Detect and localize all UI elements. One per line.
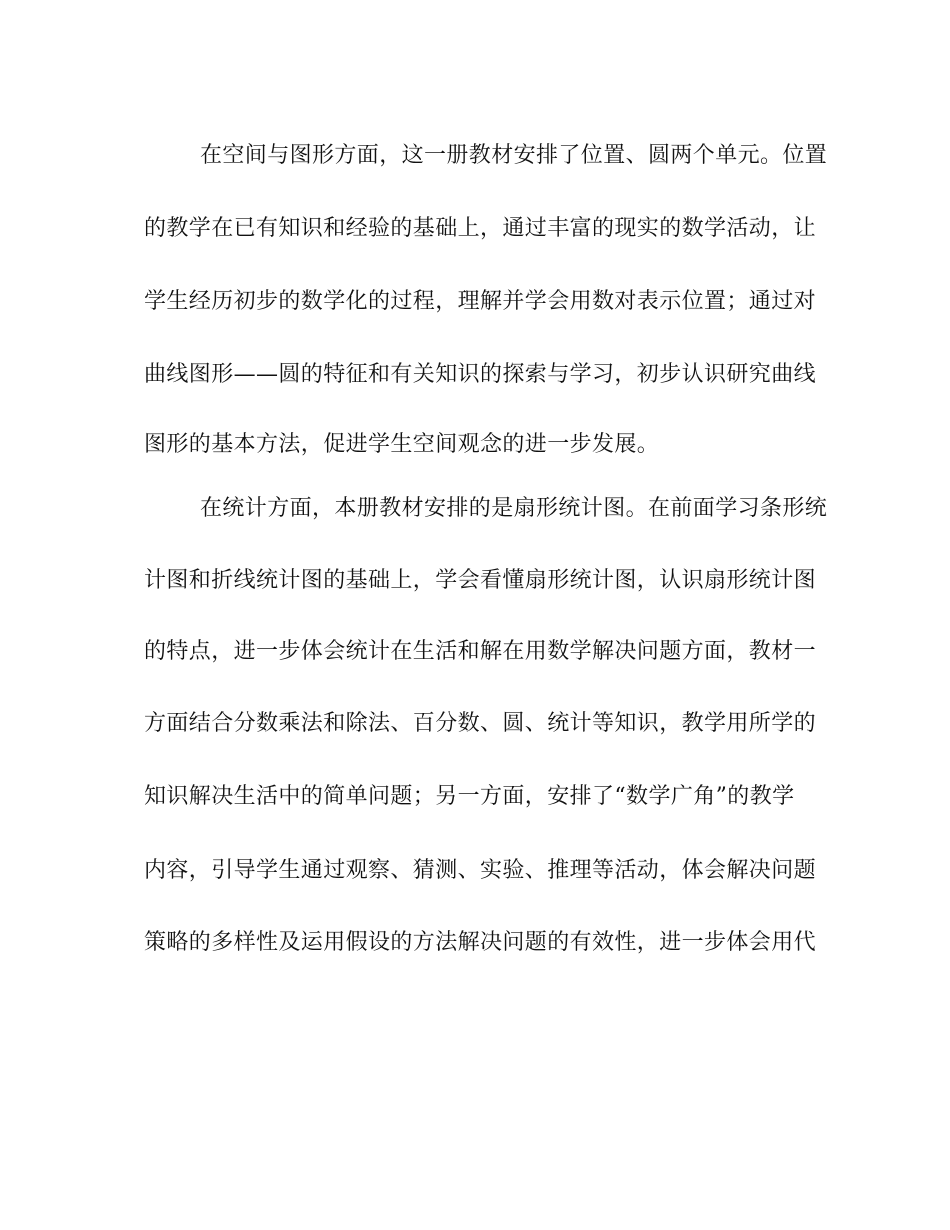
paragraph-2-line-4: 方面结合分数乘法和除法、百分数、圆、统计等知识，教学用所学的 [144,711,817,736]
paragraph-1-line-4: 曲线图形——圆的特征和有关知识的探索与学习，初步认识研究曲线 [144,362,817,387]
paragraph-2-line-3: 的特点，进一步体会统计在生活和解在用数学解决问题方面，教材一 [144,639,817,664]
paragraph-2-line-6: 内容，引导学生通过观察、猜测、实验、推理等活动，体会解决问题 [144,858,817,883]
paragraph-1-line-2: 的教学在已有知识和经验的基础上，通过丰富的现实的数学活动，让 [144,216,817,241]
paragraph-1-line-3: 学生经历初步的数学化的过程，理解并学会用数对表示位置；通过对 [144,289,817,314]
paragraph-2-line-7: 策略的多样性及运用假设的方法解决问题的有效性，进一步体会用代 [144,930,817,955]
paragraph-1-line-5: 图形的基本方法，促进学生空间观念的进一步发展。 [144,432,660,457]
paragraph-2-line-1: 在统计方面，本册教材安排的是扇形统计图。在前面学习条形统 [200,496,828,521]
paragraph-2-line-2: 计图和折线统计图的基础上，学会看懂扇形统计图，认识扇形统计图 [144,568,817,593]
paragraph-1-line-1: 在空间与图形方面，这一册教材安排了位置、圆两个单元。位置 [200,143,828,168]
paragraph-2-line-5: 知识解决生活中的简单问题；另一方面，安排了“数学广角”的教学 [144,784,795,809]
